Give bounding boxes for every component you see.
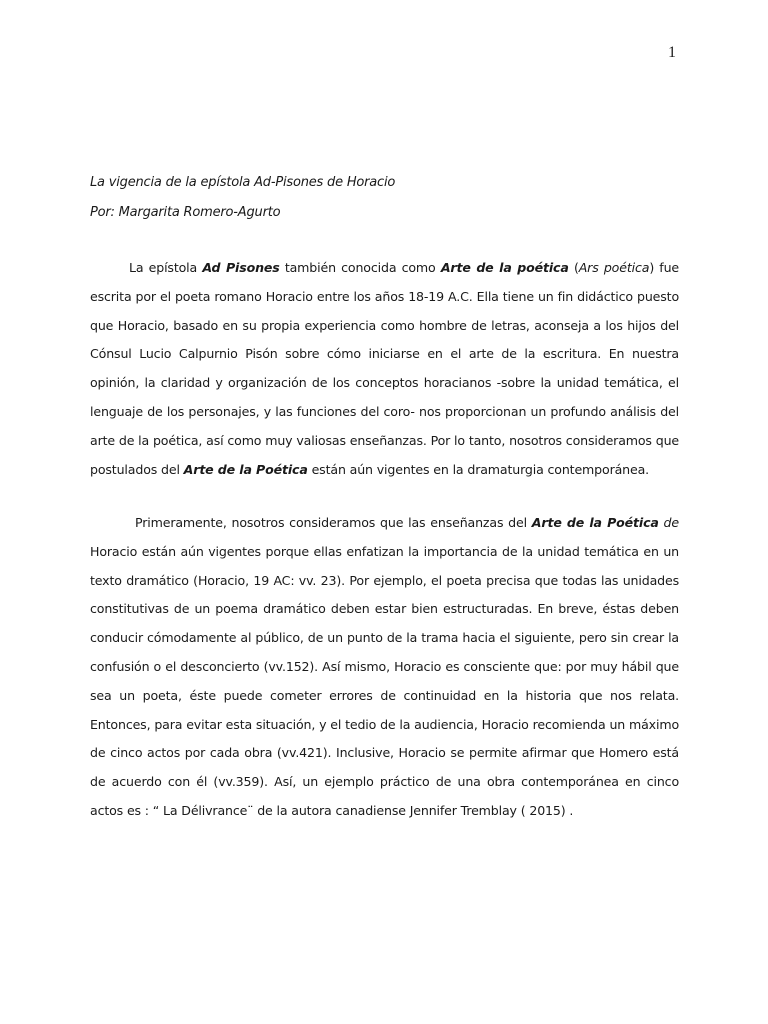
paragraph-1 xyxy=(90,254,679,484)
p2-text-de: de xyxy=(658,515,680,530)
p1-text-1: La epístola xyxy=(129,260,203,275)
p2-title-arte-poetica: Arte de la Poética xyxy=(531,515,659,530)
p1-text-4: ) fue escrita por el poeta romano Horacio entre los años 18-19 A.C. Ella tiene un fin didáctico puesto que Horacio, basado en su propia experiencia como hombre de letras, aconseja a los hijos del Cónsul Lucio Calpurnio Pisón sobre cómo iniciarse en el arte de la escritura. En nuestra opinión, la claridad y organización de los conceptos horacianos -sobre la unidad temática, el lenguaje de los personajes, y las funciones del coro- nos proporcionan un profundo análisis del arte de la poética, así como muy valiosas enseñanzas. Por lo tanto, nosotros consideramos que postulados del xyxy=(90,260,679,477)
document-author: Por: Margarita Romero-Agurto xyxy=(90,205,281,220)
p2-text-1: Primeramente, nosotros consideramos que las enseñanzas del xyxy=(135,515,532,530)
document-title: La vigencia de la epístola Ad-Pisones de Horacio xyxy=(90,175,396,190)
paragraph-2 xyxy=(90,509,679,826)
p1-title-ars-poetica: Ars poética xyxy=(578,260,650,275)
p1-title-arte-poetica-2: Arte de la Poética xyxy=(183,461,308,477)
p1-text-2: también conocida como xyxy=(279,260,441,275)
p1-title-arte-poetica: Arte de la poética xyxy=(440,260,569,275)
p2-text-2: Horacio están aún vigentes porque ellas enfatizan la importancia de la unidad temática en un texto dramático (Horacio, 19 AC: vv. 23). Por ejemplo, el poeta precisa que todas las unidades constitutivas de un poema dramático deben estar bien estructuradas. En breve, éstas deben conducir cómodamente al público, de un punto de la trama hacia el siguiente, pero sin crear la confusión o el desconcierto (vv.152). Así mismo, Horacio es consciente que: por muy hábil que sea un poeta, éste puede cometer errores de continuidad en la historia que nos relata. Entonces, para evitar esta situación, y el tedio de la audiencia, Horacio recomienda un máximo de cinco actos por cada obra (vv.421). Inclusive, Horacio se permite afirmar que Homero está de acuerdo con él (vv.359). Así, un ejemplo práctico de una obra contemporánea en cinco actos es : “ La Délivrance¨ de la autora canadiense Jennifer Tremblay ( 2015) . xyxy=(90,543,679,818)
p1-text-5: están aún vigentes en la dramaturgia contemporánea. xyxy=(307,461,650,477)
p1-text-3: ( xyxy=(568,260,579,275)
page-number: 1 xyxy=(668,44,676,61)
p1-title-ad-pisones: Ad Pisones xyxy=(202,260,280,275)
